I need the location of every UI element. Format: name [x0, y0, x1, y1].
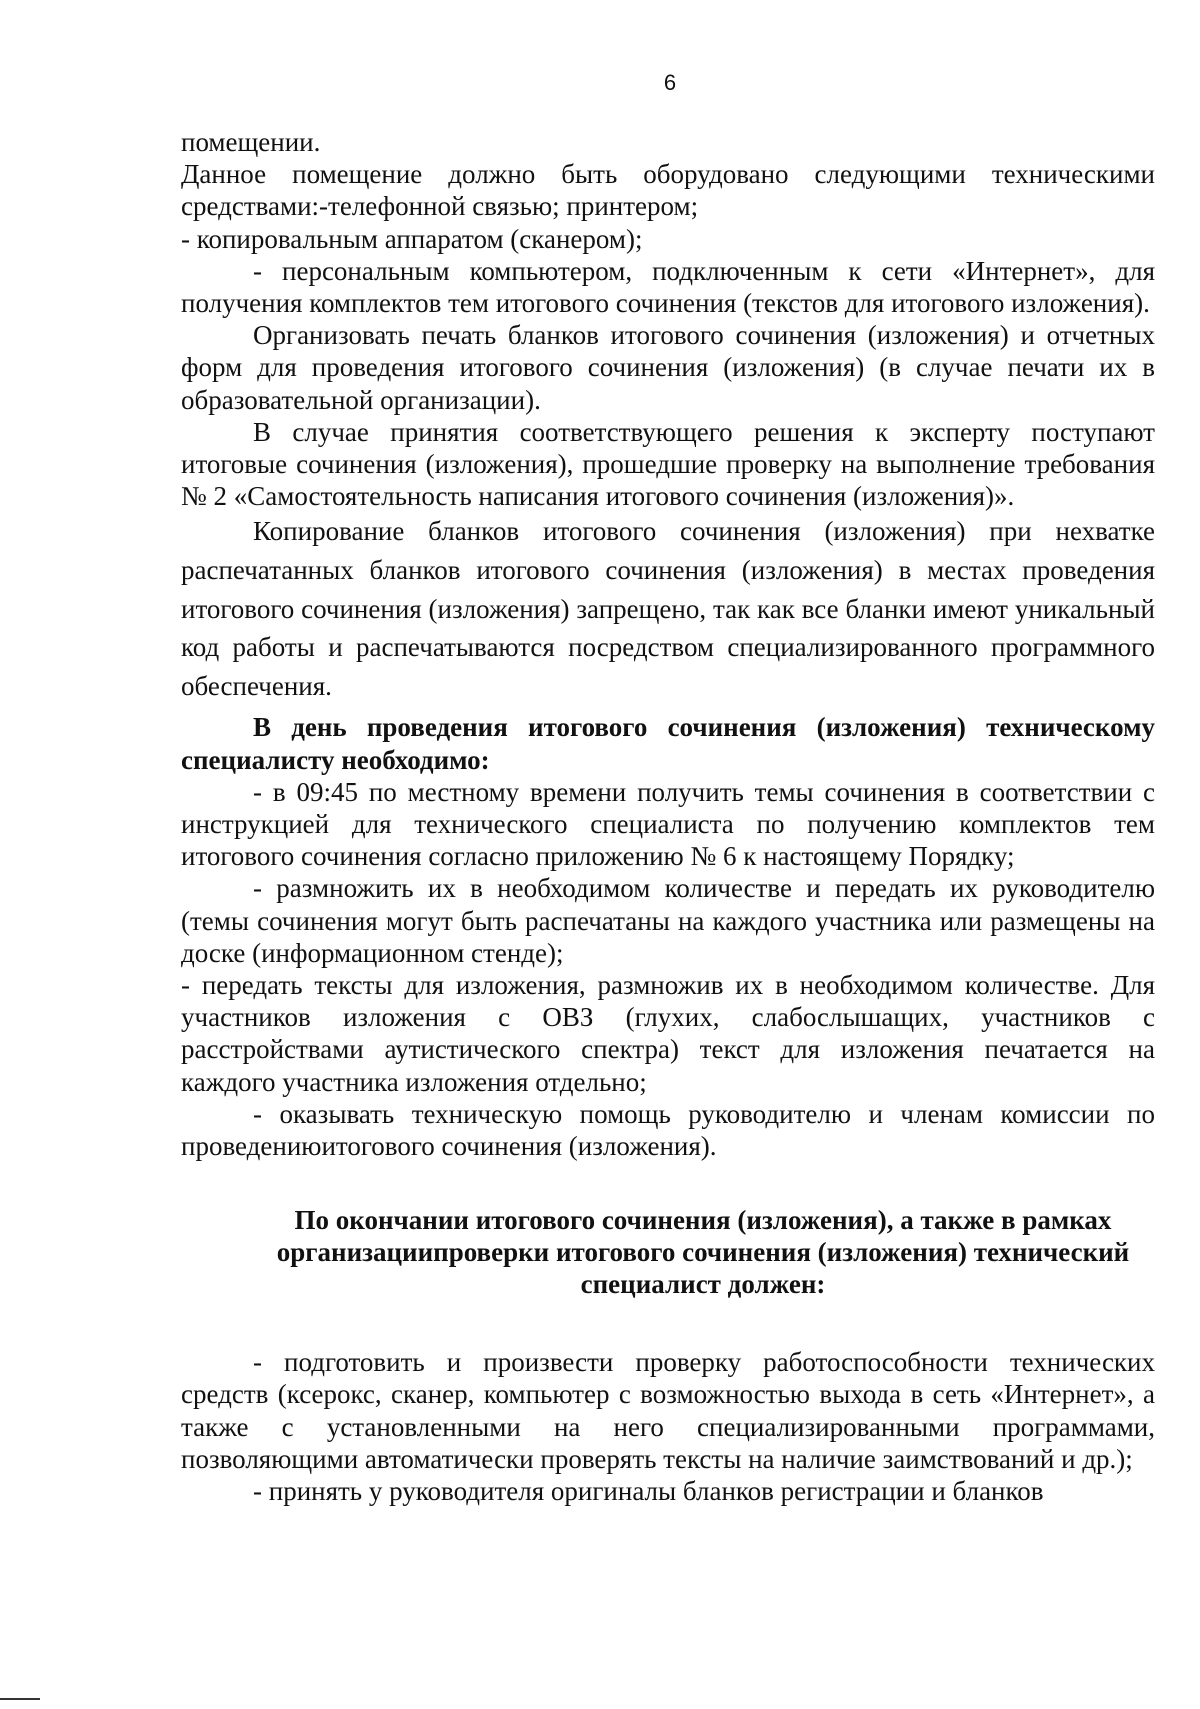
list-item-receive-originals: - принять у руководителя оригиналы бланков регистрации и бланков	[253, 1476, 1044, 1507]
list-item-assistance: - оказывать техническую помощь руководителю и членам комиссии по проведениюитогового сочинения (изложения).	[181, 1098, 1155, 1162]
section-heading	[181, 1204, 1155, 1300]
section-heading-line-2: организациипроверки итогового сочинения (изложения) технический	[276, 1237, 1130, 1268]
list-item-copy-topics: - размножить их в необходимом количестве и передать их руководителю (темы сочинения могут быть распечатаны на каждого участника или размещены на доске (информационном стенде);	[181, 873, 1155, 968]
paragraph-printing: Организовать печать бланков итогового сочинения (изложения) и отчетных форм для проведения итогового сочинения (изложения) (в случае печати их в образовательной организации).	[181, 320, 1155, 415]
list-item-texts: - передать тексты для изложения, размножив их в необходимом количестве. Для участников изложения с ОВЗ (глухих, слабослышащих, участников с расстройствами аутистического спектра) текст для изложения печатается на каждого участника изложения отдельно;	[181, 970, 1155, 1097]
paragraph-expert: В случае принятия соответствующего решения к эксперту поступают итоговые сочинения (изложения), прошедшие проверку на выполнение требования № 2 «Самостоятельность написания итогового сочинения (изложения)».	[181, 416, 1155, 512]
section-heading-line-1: По окончании итогового сочинения (изложения), а также в рамках	[294, 1205, 1112, 1236]
section-heading-line-3: специалист должен:	[580, 1269, 826, 1300]
list-item-copier: - копировальным аппаратом (сканером);	[181, 223, 643, 254]
paragraph-equipment: Данное помещение должно быть оборудовано следующими техническими средствами:-телефонной связью; принтером;	[181, 159, 1155, 222]
list-item-check-equipment: - подготовить и произвести проверку работоспособности технических средств (ксерокс, сканер, компьютер с возможностью выхода в сеть «Интернет», а также с установленными на него специализированными программами, позволяющими автоматически проверять тексты на наличие заимствований и др.);	[181, 1347, 1155, 1474]
document-body	[181, 126, 1155, 1507]
list-item-computer: - персональным компьютером, подключенным к сети «Интернет», для получения комплектов тем итогового сочинения (текстов для итогового изложения).	[181, 255, 1155, 319]
paragraph-continuation: помещении.	[181, 127, 321, 157]
paragraph-copying: Копирование бланков итогового сочинения (изложения) при нехватке распечатанных бланков итогового сочинения (изложения) в местах проведения итогового сочинения (изложения) запрещено, так как все бланки имеют уникальный код работы и распечатываются посредством специализированного программного обеспечения.	[181, 516, 1155, 701]
list-item-receive-topics: - в 09:45 по местному времени получить темы сочинения в соответствии с инструкцией для технического специалиста по получению комплектов тем итогового сочинения согласно приложению № 6 к настоящему Порядку;	[181, 776, 1155, 872]
spacer	[181, 1300, 1155, 1346]
page-number: 6	[663, 70, 677, 95]
paragraph-exam-day-title: В день проведения итогового сочинения (изложения) техническому специалисту необходимо:	[181, 712, 1155, 775]
scan-edge-mark	[0, 1698, 40, 1700]
